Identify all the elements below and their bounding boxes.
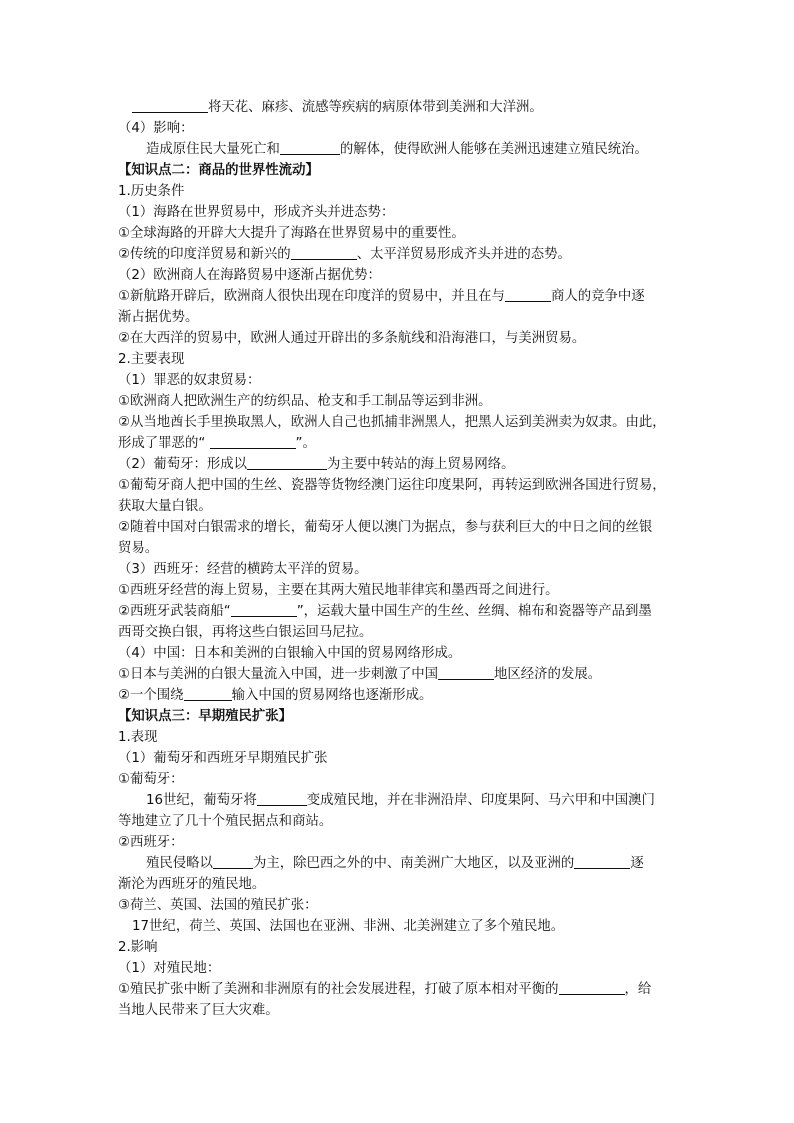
fill-blank[interactable]	[231, 602, 297, 617]
text: ”，运载大量中国生产的生丝、丝绸、棉布和瓷器等产品到墨	[296, 604, 652, 619]
text-line	[118, 286, 688, 307]
text-line: ②从当地酋长手里换取黑人，欧洲人自己也抓捕非洲黑人，把黑人运到美洲卖为奴隶。由此，	[118, 415, 666, 430]
text: 殖民侵略以	[146, 856, 213, 871]
fill-blank[interactable]	[184, 686, 232, 701]
text: ①日本与美洲的白银大量流入中国，进一步刺激了中国	[118, 667, 438, 682]
document-body	[118, 97, 688, 1021]
sub-heading	[118, 454, 688, 475]
text-line	[118, 790, 688, 811]
fill-blank[interactable]	[132, 98, 208, 113]
sub-heading: 2.主要表现	[118, 352, 185, 367]
text: 商人的竞争中逐	[550, 289, 645, 304]
section-heading: 【知识点三：早期殖民扩张】	[118, 709, 293, 724]
text-line: 17世纪，荷兰、英国、法国也在亚洲、非洲、北美洲建立了多个殖民地。	[132, 919, 565, 934]
text-line: ①西班牙经营的海上贸易，主要在其两大殖民地菲律宾和墨西哥之间进行。	[118, 583, 559, 598]
text-line: 等地建立了几十个殖民据点和商站。	[118, 814, 333, 829]
text-line: ①葡萄牙：	[118, 772, 184, 787]
sub-heading: （2）欧洲商人在海路贸易中逐渐占据优势：	[118, 268, 381, 283]
text: ①殖民扩张中断了美洲和非洲原有的社会发展进程，打破了原本相对平衡的	[118, 982, 559, 997]
text-line: ①全球海路的开辟大大提升了海路在世界贸易中的重要性。	[118, 226, 465, 241]
text-line	[118, 139, 688, 160]
text-line: 获取大量白银。	[118, 499, 212, 514]
text-line: ③荷兰、英国、法国的殖民扩张：	[118, 898, 318, 913]
text: 为主要中转站的海上贸易网络。	[327, 457, 515, 472]
sub-heading: （1）罪恶的奴隶贸易：	[118, 373, 261, 388]
text: （2）葡萄牙：形成以	[118, 457, 248, 472]
sub-heading: （1）对殖民地：	[118, 961, 221, 976]
fill-blank[interactable]	[280, 140, 340, 155]
text: ，给	[624, 982, 652, 997]
text-line	[118, 853, 688, 874]
text-line	[118, 601, 688, 622]
fill-blank[interactable]	[247, 455, 327, 470]
fill-blank[interactable]	[210, 434, 296, 449]
text-line: 渐沦为西班牙的殖民地。	[118, 877, 266, 892]
sub-heading: （1）海路在世界贸易中，形成齐头并进态势：	[118, 205, 395, 220]
fill-blank[interactable]	[213, 854, 253, 869]
sub-heading: （3）西班牙：经营的横跨太平洋的贸易。	[118, 562, 368, 577]
sub-heading: 1.历史条件	[118, 184, 185, 199]
text: 造成原住民大量死亡和	[146, 142, 280, 157]
text-line: ①欧洲商人把欧洲生产的纺织品、枪支和手工制品等运到非洲。	[118, 394, 492, 409]
text: 变成殖民地，并在非洲沿岸、印度果阿、马六甲和中国澳门	[306, 793, 655, 808]
text-line	[118, 685, 688, 706]
text-line: ②在大西洋的贸易中，欧洲人通过开辟出的多条航线和沿海港口，与美洲贸易。	[118, 331, 586, 346]
sub-heading: 1.表现	[118, 730, 158, 745]
text-line	[118, 244, 688, 265]
text-line	[118, 433, 688, 454]
text-line	[118, 664, 688, 685]
sub-heading: （4）影响：	[118, 121, 194, 136]
text-line: 贸易。	[118, 541, 159, 556]
text-line: 当地人民带来了巨大灾难。	[118, 1003, 279, 1018]
text: 为主，除巴西之外的中、南美洲广大地区，以及亚洲的	[252, 856, 575, 871]
text: ①新航路开辟后，欧洲商人很快出现在印度洋的贸易中，并且在与	[118, 289, 505, 304]
text: ②西班牙武装商船“	[118, 604, 231, 619]
text: 的解体，使得欧洲人能够在美洲迅速建立殖民统治。	[339, 142, 648, 157]
text: ②一个围绕	[118, 688, 184, 703]
section-heading: 【知识点二：商品的世界性流动】	[118, 163, 319, 178]
fill-blank[interactable]	[574, 854, 630, 869]
text-line: ②随着中国对白银需求的增长，葡萄牙人便以澳门为据点，参与获利巨大的中日之间的丝银	[118, 520, 653, 535]
text: 将天花、麻疹、流感等疾病的病原体带到美洲和大洋洲。	[208, 100, 543, 115]
sub-heading: 2.影响	[118, 940, 158, 955]
text: ”。	[295, 436, 316, 451]
fill-blank[interactable]	[505, 287, 551, 302]
text-line: ②西班牙：	[118, 835, 184, 850]
text-line	[118, 979, 688, 1000]
sub-heading: （1）葡萄牙和西班牙早期殖民扩张	[118, 751, 328, 766]
text-line: 渐占据优势。	[118, 310, 199, 325]
fill-blank[interactable]	[257, 791, 307, 806]
text: 输入中国的贸易网络也逐渐形成。	[231, 688, 433, 703]
fill-blank[interactable]	[291, 245, 357, 260]
text: ②传统的印度洋贸易和新兴的	[118, 247, 291, 262]
sub-heading: （4）中国：日本和美洲的白银输入中国的贸易网络形成。	[118, 646, 462, 661]
text: 、太平洋贸易形成齐头并进的态势。	[356, 247, 571, 262]
fill-blank[interactable]	[438, 665, 494, 680]
text: 地区经济的发展。	[494, 667, 602, 682]
text: 16世纪，葡萄牙将	[146, 793, 257, 808]
text: 逐	[630, 856, 644, 871]
text-line: ①葡萄牙商人把中国的生丝、瓷器等货物经澳门运往印度果阿，再转运到欧洲各国进行贸易，	[118, 478, 666, 493]
fill-blank[interactable]	[559, 980, 625, 995]
text-line: 西哥交换白银，再将这些白银运回马尼拉。	[118, 625, 373, 640]
text: 形成了罪恶的“	[118, 436, 210, 451]
text-line	[118, 97, 688, 118]
